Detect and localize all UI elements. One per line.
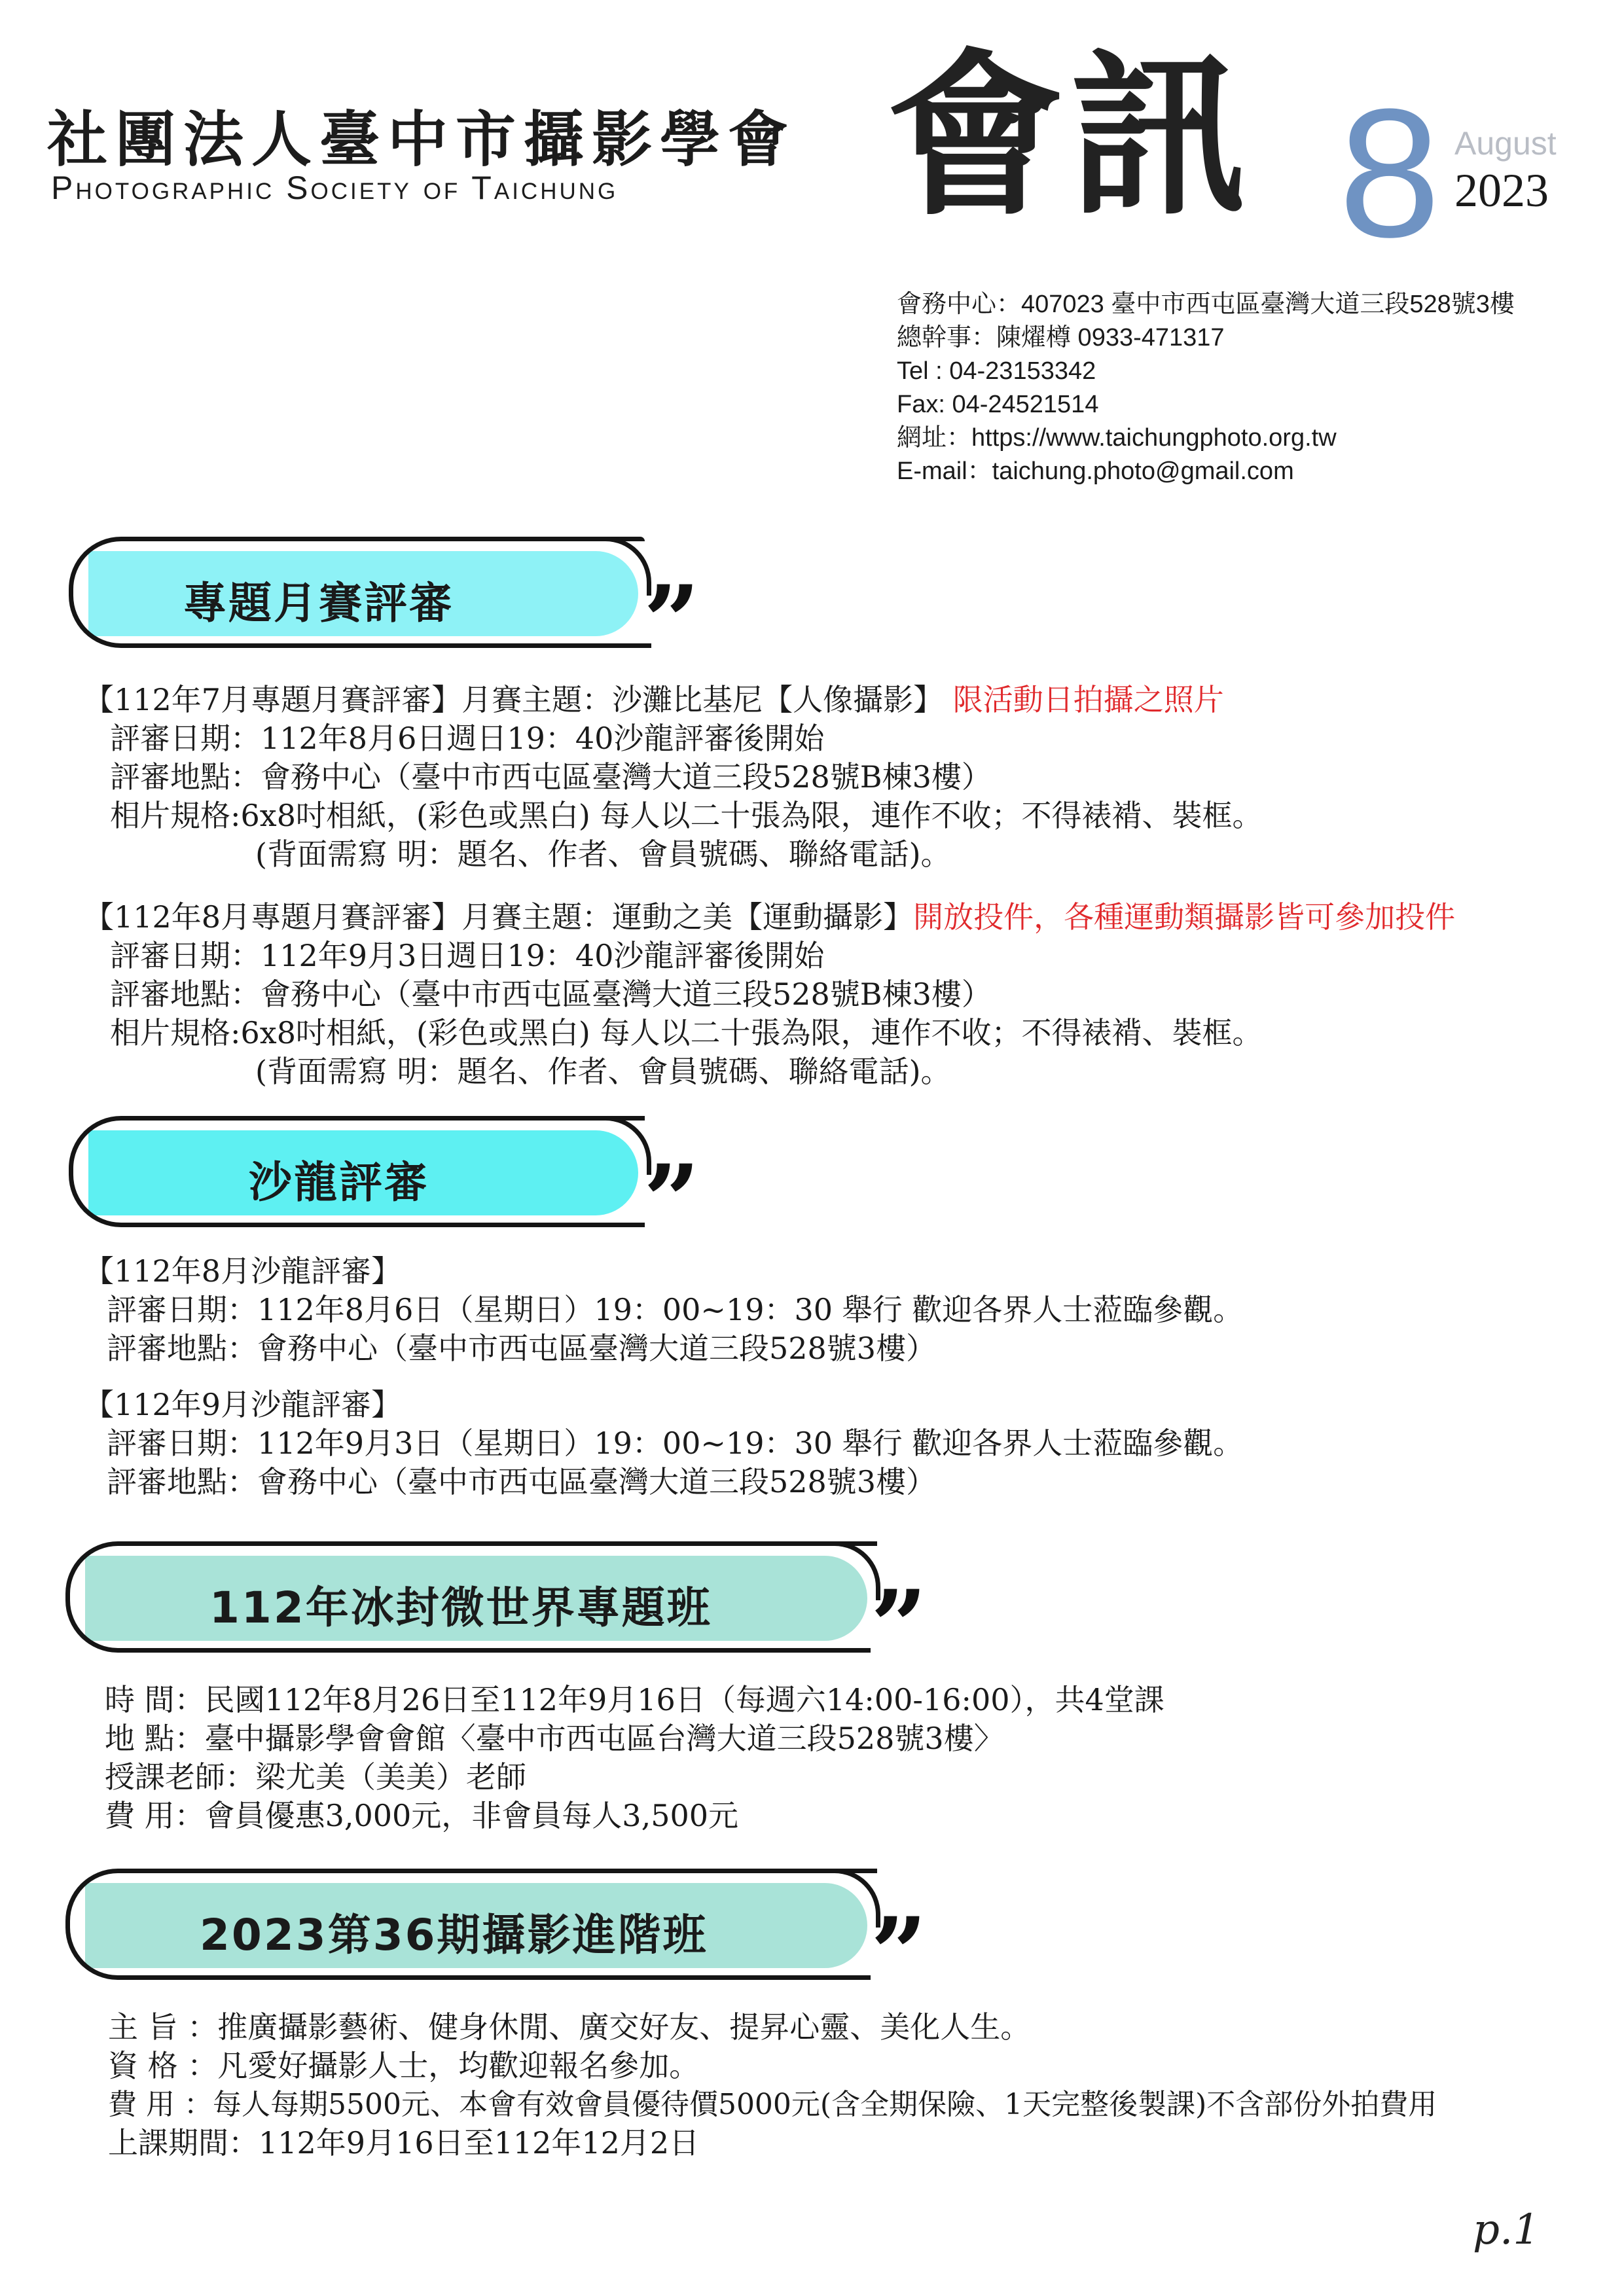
- monthly-august-spec: 相片規格:6x8吋相紙，(彩色或黑白) 每人以二十張為限，連作不收；不得裱褙、裝框。: [110, 1015, 1263, 1050]
- salon-aug-block: [84, 1252, 1243, 1368]
- newsletter-title: 會訊: [887, 31, 1254, 240]
- org-name-english: Photographic Society of Taichung: [51, 170, 619, 206]
- contact-tel: Tel : 04-23153342: [897, 357, 1096, 385]
- advanced-purpose: 主 旨 ：推廣攝影藝術、健身休閒、廣交好友、提昇心靈、美化人生。: [108, 2009, 1031, 2045]
- quote-mark-icon: ”: [871, 1896, 928, 2011]
- section-title-salon: 沙龍評審: [249, 1157, 429, 1208]
- monthly-august-block: [84, 898, 1455, 1091]
- section-banner-ice: [65, 1541, 928, 1684]
- monthly-july-spec: 相片規格:6x8吋相紙，(彩色或黑白) 每人以二十張為限，連作不收；不得裱褙、裝框。: [110, 798, 1263, 833]
- contact-secretary: 總幹事：陳燿樽 0933-471317: [897, 324, 1225, 351]
- ice-place: 地 點：臺中攝影學會會館〈臺中市西屯區台灣大道三段528號3樓〉: [105, 1721, 1004, 1756]
- monthly-july-back: (背面需寫 明：題名、作者、會員號碼、聯絡電話)。: [255, 836, 951, 872]
- salon-aug-venue: 評審地點：會務中心（臺中市西屯區臺灣大道三段528號3樓）: [107, 1331, 937, 1366]
- quote-mark-icon: ”: [643, 564, 700, 679]
- salon-aug-date: 評審日期：112年8月6日（星期日）19：00~19：30 舉行 歡迎各界人士蒞臨參觀。: [107, 1292, 1244, 1327]
- monthly-july-note: 限活動日拍攝之照片: [943, 682, 1224, 717]
- contact-block: [897, 288, 1515, 488]
- monthly-july-date: 評審日期：112年8月6日週日19：40沙龍評審後開始: [110, 721, 825, 756]
- section-banner-monthly: [69, 537, 700, 679]
- salon-sep-heading: 【112年9月沙龍評審】: [84, 1387, 402, 1422]
- advanced-fee: 費 用 ：每人每期5500元、本會有效會員優待價5000元(含全期保險、1天完整後製課)不含部份外拍費用: [108, 2088, 1437, 2121]
- advanced-period: 上課期間：112年9月16日至112年12月2日: [108, 2125, 700, 2161]
- org-name-chinese: 社團法人臺中市攝影學會: [47, 104, 797, 175]
- issue-month: August: [1454, 125, 1557, 162]
- issue-number: 8: [1339, 71, 1441, 276]
- advanced-eligibility: 資 格 ：凡愛好攝影人士，均歡迎報名參加。: [108, 2048, 700, 2083]
- salon-aug-heading: 【112年8月沙龍評審】: [84, 1253, 402, 1289]
- contact-email[interactable]: E-mail：taichung.photo@gmail.com: [897, 457, 1294, 485]
- quote-mark-icon: ”: [871, 1569, 928, 1684]
- salon-sep-venue: 評審地點：會務中心（臺中市西屯區臺灣大道三段528號3樓）: [107, 1464, 937, 1499]
- section-title-ice: 112年冰封微世界專題班: [209, 1583, 712, 1633]
- section-title-monthly: 專題月賽評審: [183, 578, 454, 628]
- advanced-class-block: [108, 2008, 1437, 2162]
- ice-teacher: 授課老師：梁尤美（美美）老師: [105, 1759, 526, 1795]
- monthly-august-heading: 【112年8月專題月賽評審】月賽主題：運動之美【運動攝影】: [84, 899, 914, 935]
- ice-fee: 費 用：會員優惠3,000元，非會員每人3,500元: [105, 1798, 738, 1833]
- page-number: p.1: [1473, 2206, 1540, 2254]
- contact-website[interactable]: 網址：https://www.taichungphoto.org.tw: [897, 424, 1337, 452]
- section-banner-salon: [69, 1116, 700, 1259]
- monthly-july-block: [84, 681, 1263, 874]
- monthly-july-heading: 【112年7月專題月賽評審】月賽主題：沙灘比基尼【人像攝影】: [84, 682, 944, 717]
- quote-mark-icon: ”: [643, 1143, 700, 1259]
- contact-fax: Fax: 04-24521514: [897, 391, 1099, 418]
- ice-class-block: [105, 1681, 1164, 1835]
- issue-year: 2023: [1454, 164, 1549, 217]
- salon-sep-block: [84, 1386, 1243, 1501]
- monthly-august-note: 開放投件，各種運動類攝影皆可參加投件: [913, 899, 1456, 935]
- monthly-august-date: 評審日期：112年9月3日週日19：40沙龍評審後開始: [110, 938, 825, 973]
- ice-time: 時 間：民國112年8月26日至112年9月16日（每週六14:00-16:00），共4堂課: [105, 1682, 1164, 1717]
- monthly-august-venue: 評審地點：會務中心（臺中市西屯區臺灣大道三段528號B棟3樓）: [110, 977, 992, 1012]
- contact-office: 會務中心：407023 臺中市西屯區臺灣大道三段528號3樓: [897, 291, 1515, 318]
- monthly-july-venue: 評審地點：會務中心（臺中市西屯區臺灣大道三段528號B棟3樓）: [110, 759, 992, 795]
- section-banner-advanced: [65, 1869, 928, 2011]
- salon-sep-date: 評審日期：112年9月3日（星期日）19：00~19：30 舉行 歡迎各界人士蒞臨參觀。: [107, 1426, 1244, 1461]
- section-title-advanced: 2023第36期攝影進階班: [200, 1910, 708, 1960]
- monthly-august-back: (背面需寫 明：題名、作者、會員號碼、聯絡電話)。: [255, 1054, 951, 1089]
